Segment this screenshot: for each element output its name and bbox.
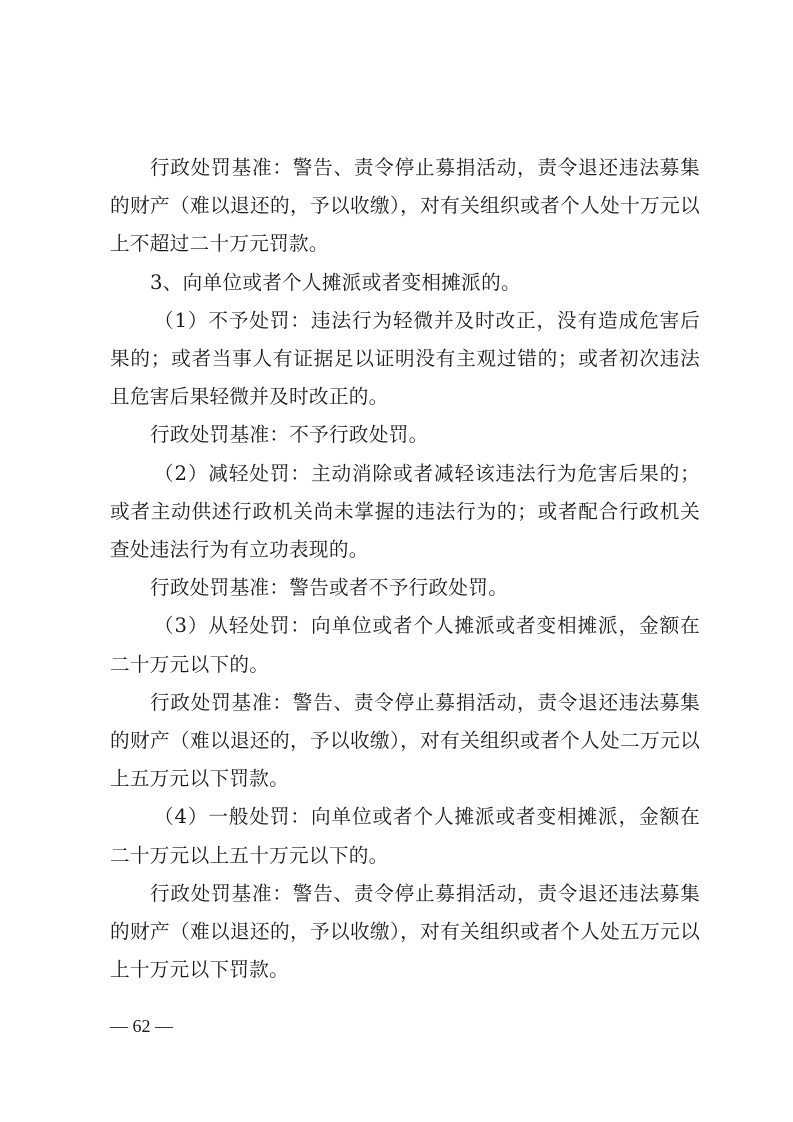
document-body xyxy=(110,149,700,989)
paragraph-10: 行政处罚基准：警告、责令停止募捐活动，责令退还违法募集的财产（难以退还的，予以收缴），对有关组织或者个人处五万元以上十万元以下罚款。 xyxy=(110,881,700,982)
paragraph-9: （4）一般处罚：向单位或者个人摊派或者变相摊派，金额在二十万元以上五十万元以下的。 xyxy=(110,805,700,867)
page-number: — 62 — xyxy=(110,1016,173,1036)
paragraph-2: 3、向单位或者个人摊派或者变相摊派的。 xyxy=(150,270,521,294)
paragraph-7: （3）从轻处罚：向单位或者个人摊派或者变相摊派，金额在二十万元以下的。 xyxy=(110,614,700,676)
paragraph-8: 行政处罚基准：警告、责令停止募捐活动，责令退还违法募集的财产（难以退还的，予以收缴），对有关组织或者个人处二万元以上五万元以下罚款。 xyxy=(110,690,700,791)
paragraph-4: 行政处罚基准：不予行政处罚。 xyxy=(150,423,429,447)
paragraph-1: 行政处罚基准：警告、责令停止募捐活动，责令退还违法募集的财产（难以退还的，予以收缴），对有关组织或者个人处十万元以上不超过二十万元罚款。 xyxy=(110,156,700,256)
paragraph-3: （1）不予处罚：违法行为轻微并及时改正，没有造成危害后果的；或者当事人有证据足以证明没有主观过错的；或者初次违法且危害后果轻微并及时改正的。 xyxy=(110,308,700,409)
paragraph-5: （2）减轻处罚：主动消除或者减轻该违法行为危害后果的；或者主动供述行政机关尚未掌握的违法行为的；或者配合行政机关查处违法行为有立功表现的。 xyxy=(110,461,700,562)
paragraph-6: 行政处罚基准：警告或者不予行政处罚。 xyxy=(150,576,509,600)
